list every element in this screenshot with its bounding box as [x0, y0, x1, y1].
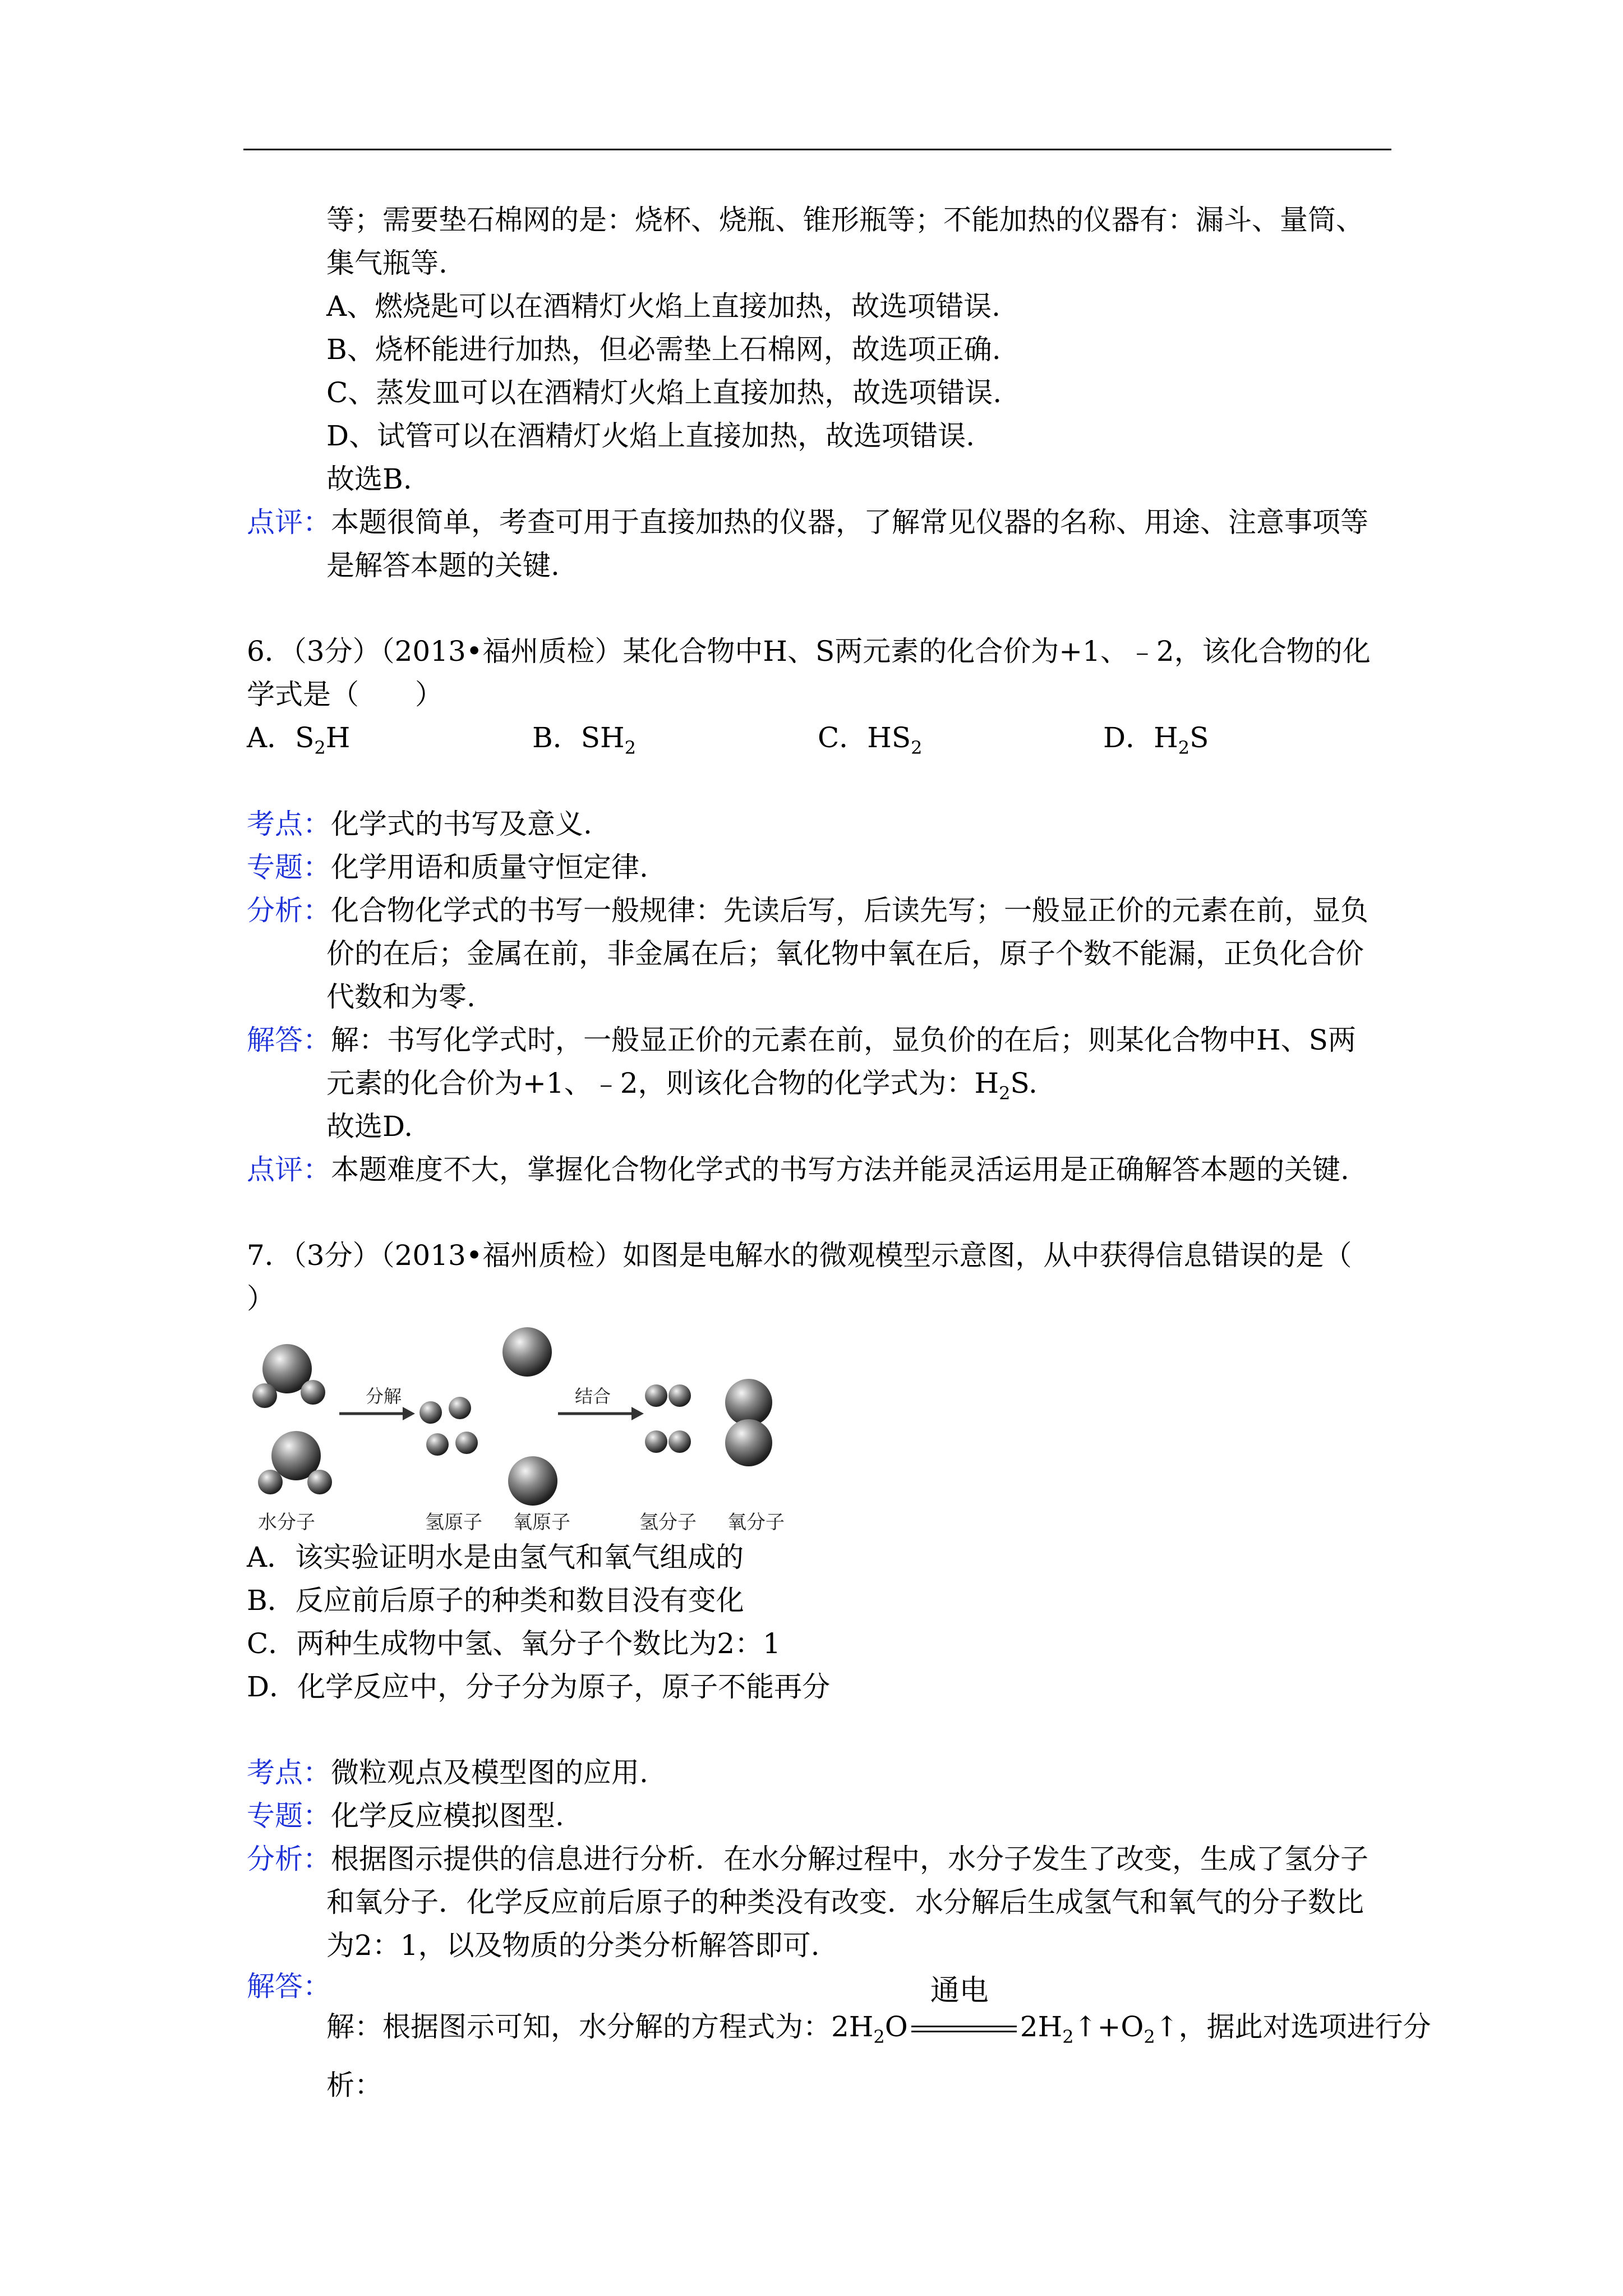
- equation-left: $2H_2O$: [831, 2010, 908, 2047]
- label-oxygen-molecule: 氧分子: [727, 1511, 785, 1534]
- prev-option-c-analysis: C、蒸发皿可以在酒精灯火焰上直接加热，故选项错误.: [326, 376, 1002, 409]
- water-molecule-top: [252, 1344, 325, 1408]
- q7-jieda-label-line: [247, 1966, 331, 2007]
- q6-dianping: 点评：本题难度不大，掌握化合物化学式的书写方法并能灵活运用是正确解答本题的关键.: [247, 1153, 1349, 1186]
- dianping-label: 点评：: [247, 1153, 331, 1186]
- q6-option-d: D．$H_2S$: [1103, 721, 1209, 758]
- prev-answer: 故选B.: [326, 463, 412, 495]
- arrow-2-label: 结合: [575, 1386, 611, 1407]
- oxygen-molecule: [725, 1379, 772, 1466]
- q7-kaodian: 考点：微粒观点及模型图的应用.: [247, 1756, 648, 1789]
- equation-right: $2H_2↑+O_2↑$: [1020, 2010, 1179, 2047]
- q7-stem-line-2: ）: [247, 1282, 275, 1315]
- q6-fenxi: 分析：化合物化学式的书写一般规律：先读后写，后读先写；一般显正价的元素在前，显负: [247, 894, 1368, 927]
- zhuanti-label: 专题：: [247, 1800, 331, 1832]
- q7-fenxi-line-2: 和氧分子．化学反应前后原子的种类没有改变．水分解后生成氢气和氧气的分子数比: [326, 1886, 1364, 1918]
- q7-jieda-equation-line: 解：根据图示可知，水分解的方程式为：$2H_2O$ 通电 $2H_2↑+O_2↑$，据此对选项进行分: [326, 1974, 1431, 2047]
- prev-option-a-analysis: A、燃烧匙可以在酒精灯火焰上直接加热，故选项错误.: [326, 290, 1001, 323]
- fenxi-label: 分析：: [247, 894, 331, 927]
- oxygen-atoms: [502, 1327, 557, 1506]
- prev-review: [247, 502, 1368, 542]
- review-text: 本题很简单，考查可用于直接加热的仪器，了解常见仪器的名称、用途、注意事项等: [331, 506, 1368, 539]
- q6-jieda: 解答：解：书写化学式时，一般显正价的元素在前，显负价的在后；则某化合物中H、S两: [247, 1024, 1356, 1056]
- hydrogen-molecules: [645, 1384, 691, 1453]
- q6-stem-line-2: 学式是（ ）: [247, 678, 443, 711]
- q6-fenxi-line-2: 价的在后；金属在前，非金属在后；氧化物中氧在后，原子个数不能漏，正负化合价: [326, 937, 1364, 970]
- kaodian-label: 考点：: [247, 1756, 331, 1789]
- q7-fenxi: 分析：根据图示提供的信息进行分析．在水分解过程中，水分子发生了改变，生成了氢分子: [247, 1843, 1368, 1875]
- q7-option-c: C．两种生成物中氢、氧分子个数比为2：1: [247, 1627, 781, 1660]
- hydrogen-atoms: [419, 1397, 478, 1456]
- prev-option-d-analysis: D、试管可以在酒精灯火焰上直接加热，故选项错误.: [326, 420, 975, 452]
- q7-option-d: D．化学反应中，分子分为原子，原子不能再分: [247, 1671, 831, 1703]
- review-label: 点评：: [247, 506, 331, 539]
- q6-option-b: B．$SH_2$: [532, 721, 636, 758]
- label-hydrogen-atom: 氢原子: [425, 1511, 482, 1534]
- q7-fenxi-line-3: 为2：1，以及物质的分类分析解答即可.: [326, 1929, 820, 1962]
- label-hydrogen-molecule: 氢分子: [639, 1511, 697, 1534]
- q7-zhuanti: 专题：化学反应模拟图型.: [247, 1800, 564, 1832]
- label-water-molecule: 水分子: [258, 1511, 315, 1534]
- kaodian-label: 考点：: [247, 808, 331, 840]
- equation-condition: 通电: [908, 2007, 1020, 2047]
- q7-stem-line-1: 7．（3分）（2013•福州质检）如图是电解水的微观模型示意图，从中获得信息错误的是（: [247, 1239, 1352, 1272]
- q6-option-a: A．$S_2H$: [247, 721, 351, 758]
- q6-stem-line-1: 6．（3分）（2013•福州质检）某化合物中H、S两元素的化合价为+1、﹣2，该化合物的化: [247, 635, 1371, 668]
- jieda-label: 解答：: [247, 1024, 331, 1056]
- fenxi-label: 分析：: [247, 1843, 331, 1875]
- q6-option-c: C．$HS_2$: [818, 721, 923, 758]
- header-rule: [243, 149, 1391, 150]
- q6-kaodian: 考点：化学式的书写及意义.: [247, 808, 592, 840]
- prev-cont-line-2: 集气瓶等.: [326, 247, 448, 279]
- jieda-label: 解答：: [247, 1970, 331, 2003]
- q6-fenxi-line-3: 代数和为零.: [326, 981, 476, 1013]
- label-oxygen-atom: 氧原子: [513, 1511, 570, 1534]
- prev-cont-line-1: 等；需要垫石棉网的是：烧杯、烧瓶、锥形瓶等；不能加热的仪器有：漏斗、量筒、: [326, 204, 1364, 236]
- prev-review-line-2: 是解答本题的关键.: [326, 549, 560, 582]
- prev-option-b-analysis: B、烧杯能进行加热，但必需垫上石棉网，故选项正确.: [326, 333, 1001, 366]
- q6-jieda-line-3: 故选D.: [326, 1110, 413, 1143]
- arrow-1-head: [403, 1407, 415, 1420]
- q7-jieda-line-2: 析：: [326, 2069, 382, 2101]
- water-molecule-bottom: [258, 1431, 332, 1494]
- q7-option-b: B．反应前后原子的种类和数目没有变化: [247, 1584, 744, 1617]
- zhuanti-label: 专题：: [247, 851, 331, 884]
- q7-option-a: A．该实验证明水是由氢气和氧气组成的: [247, 1541, 744, 1573]
- electrolysis-model-figure: [247, 1324, 808, 1537]
- q6-jieda-line-2: 元素的化合价为+1、﹣2，则该化合物的化学式为：$H_2S$.: [326, 1067, 1038, 1104]
- q6-zhuanti: 专题：化学用语和质量守恒定律.: [247, 851, 648, 884]
- arrow-2-head: [631, 1407, 644, 1420]
- arrow-1-label: 分解: [366, 1386, 402, 1407]
